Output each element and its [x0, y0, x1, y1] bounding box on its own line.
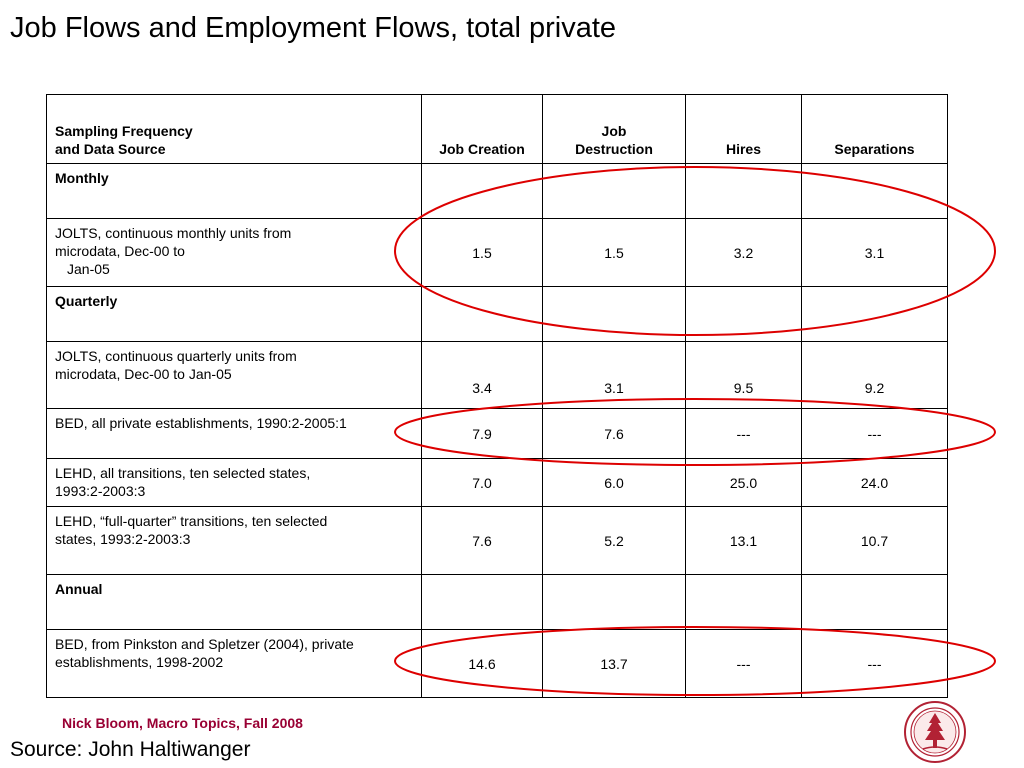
section-label-annual: Annual: [47, 575, 422, 630]
row-source-line: Jan-05: [67, 261, 110, 277]
row-source-line: states, 1993:2-2003:3: [55, 531, 191, 547]
university-seal-icon: [903, 701, 967, 763]
row-source: [47, 630, 422, 698]
cell-hires: ---: [686, 630, 802, 698]
cell-job-destruction: 13.7: [543, 630, 686, 698]
section-row-monthly: [47, 164, 948, 219]
section-label-quarterly: Quarterly: [47, 287, 422, 342]
section-row-quarterly: [47, 287, 948, 342]
table-row: [47, 219, 948, 287]
empty-cell: [802, 287, 948, 342]
table-row: [47, 507, 948, 575]
empty-cell: [543, 164, 686, 219]
cell-hires: ---: [686, 409, 802, 459]
header-hires: Hires: [686, 95, 802, 164]
cell-separations: 10.7: [802, 507, 948, 575]
empty-cell: [422, 164, 543, 219]
header-source-line1: Sampling Frequency: [55, 123, 193, 139]
section-label-monthly: Monthly: [47, 164, 422, 219]
row-source: [47, 459, 422, 507]
cell-job-destruction: 5.2: [543, 507, 686, 575]
cell-job-creation: 3.4: [422, 342, 543, 409]
empty-cell: [422, 287, 543, 342]
row-source-line: establishments, 1998-2002: [55, 654, 224, 670]
section-row-annual: [47, 575, 948, 630]
flows-table: [46, 94, 948, 698]
cell-job-creation: 7.0: [422, 459, 543, 507]
table-row: [47, 630, 948, 698]
header-job-creation: Job Creation: [422, 95, 543, 164]
empty-cell: [686, 575, 802, 630]
cell-job-creation: 1.5: [422, 219, 543, 287]
table-row: [47, 459, 948, 507]
empty-cell: [802, 164, 948, 219]
table-header-row: [47, 95, 948, 164]
row-source-line: JOLTS, continuous monthly units from: [55, 225, 292, 241]
header-job-destruction: [543, 95, 686, 164]
footer-credit: Nick Bloom, Macro Topics, Fall 2008: [62, 715, 303, 731]
empty-cell: [686, 287, 802, 342]
cell-separations: ---: [802, 630, 948, 698]
row-source: [47, 342, 422, 409]
row-source-line: LEHD, all transitions, ten selected states,: [55, 465, 311, 481]
cell-job-destruction: 6.0: [543, 459, 686, 507]
header-source-line2: and Data Source: [55, 141, 166, 157]
cell-hires: 9.5: [686, 342, 802, 409]
cell-separations: 9.2: [802, 342, 948, 409]
cell-job-destruction: 7.6: [543, 409, 686, 459]
header-source: [47, 95, 422, 164]
header-job-destruction-line1: Job: [601, 123, 627, 139]
row-source-line: microdata, Dec-00 to Jan-05: [55, 366, 232, 382]
cell-job-creation: 14.6: [422, 630, 543, 698]
row-source-line: LEHD, “full-quarter” transitions, ten selected: [55, 513, 328, 529]
cell-job-creation: 7.6: [422, 507, 543, 575]
row-source-line: BED, from Pinkston and Spletzer (2004), private: [55, 636, 354, 652]
cell-separations: 24.0: [802, 459, 948, 507]
cell-job-creation: 7.9: [422, 409, 543, 459]
row-source-line: BED, all private establishments, 1990:2-2005:1: [55, 415, 347, 431]
empty-cell: [802, 575, 948, 630]
row-source: [47, 507, 422, 575]
row-source-line: 1993:2-2003:3: [55, 483, 146, 499]
empty-cell: [422, 575, 543, 630]
cell-hires: 13.1: [686, 507, 802, 575]
table-row: [47, 342, 948, 409]
row-source: [47, 409, 422, 459]
source-note: Source: John Haltiwanger: [10, 738, 251, 761]
slide-title: Job Flows and Employment Flows, total private: [10, 12, 617, 44]
cell-hires: 25.0: [686, 459, 802, 507]
empty-cell: [686, 164, 802, 219]
table-row: [47, 409, 948, 459]
header-job-destruction-line2: Destruction: [575, 141, 653, 157]
empty-cell: [543, 287, 686, 342]
row-source-line: JOLTS, continuous quarterly units from: [55, 348, 297, 364]
empty-cell: [543, 575, 686, 630]
cell-job-destruction: 1.5: [543, 219, 686, 287]
header-separations: Separations: [802, 95, 948, 164]
cell-separations: ---: [802, 409, 948, 459]
row-source-line: microdata, Dec-00 to: [55, 243, 185, 259]
cell-hires: 3.2: [686, 219, 802, 287]
cell-job-destruction: 3.1: [543, 342, 686, 409]
cell-separations: 3.1: [802, 219, 948, 287]
row-source: [47, 219, 422, 287]
